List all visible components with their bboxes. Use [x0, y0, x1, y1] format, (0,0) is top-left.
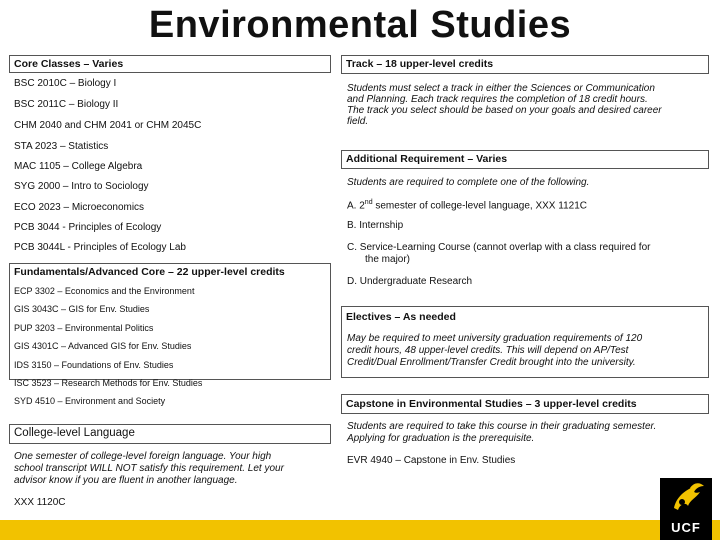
- core-course-item: PCB 3044L - Principles of Ecology Lab: [14, 242, 186, 253]
- language-course: XXX 1120C: [14, 497, 66, 508]
- language-description-line: One semester of college-level foreign language. Your high: [14, 451, 272, 462]
- ucf-logo: [660, 478, 712, 540]
- advanced-course-item: PUP 3203 – Environmental Politics: [14, 323, 154, 333]
- additional-option-d: D. Undergraduate Research: [347, 276, 473, 287]
- option-a-rest: semester of college-level language, XXX 1121C: [372, 200, 587, 212]
- track-header-box: [341, 55, 709, 74]
- additional-option-c-line: the major): [365, 254, 411, 265]
- advanced-course-item: IDS 3150 – Foundations of Env. Studies: [14, 360, 174, 370]
- advanced-course-item: GIS 4301C – Advanced GIS for Env. Studies: [14, 341, 192, 351]
- electives-header: Electives – As needed: [346, 311, 456, 323]
- track-header: Track – 18 upper-level credits: [346, 58, 494, 70]
- track-description-line: The track you select should be based on your goals and desired career: [347, 105, 662, 116]
- track-description-line: field.: [347, 116, 369, 127]
- advanced-course-item: SYD 4510 – Environment and Society: [14, 396, 166, 406]
- footer-accent-bar: [0, 520, 720, 540]
- advanced-course-item: ECP 3302 – Economics and the Environment: [14, 286, 195, 296]
- additional-option-a: [347, 199, 587, 211]
- additional-requirement-box: [341, 150, 709, 169]
- core-course-item: MAC 1105 – College Algebra: [14, 161, 143, 172]
- track-description-line: Students must select a track in either the Sciences or Communication: [347, 83, 655, 94]
- electives-description-line: May be required to meet university graduation requirements of 120: [347, 333, 643, 344]
- core-course-item: SYG 2000 – Intro to Sociology: [14, 181, 149, 192]
- core-course-item: BSC 2011C – Biology II: [14, 99, 119, 110]
- core-course-item: BSC 2010C – Biology I: [14, 78, 117, 89]
- option-a-prefix: A. 2: [347, 200, 365, 212]
- capstone-header: Capstone in Environmental Studies – 3 upper-level credits: [346, 398, 637, 410]
- capstone-course: EVR 4940 – Capstone in Env. Studies: [347, 455, 516, 466]
- language-header-box: [9, 424, 331, 444]
- electives-description-line: Credit/Dual Enrollment/Transfer Credit brought into the university.: [347, 357, 636, 368]
- capstone-box: [341, 394, 709, 414]
- language-description-line: school transcript WILL NOT satisfy this requirement. Let your: [14, 463, 284, 474]
- additional-intro: Students are required to complete one of the following.: [347, 177, 590, 188]
- track-description-line: and Planning. Each track requires the completion of 18 credit hours.: [347, 94, 648, 105]
- language-header: College-level Language: [14, 427, 135, 439]
- electives-description-line: credit hours, 48 upper-level credits. This will depend on AP/Test: [347, 345, 629, 356]
- page-title: Environmental Studies: [148, 4, 572, 46]
- capstone-description-line: Students are required to take this course in their graduating semester.: [347, 421, 657, 432]
- core-course-item: PCB 3044 - Principles of Ecology: [14, 222, 162, 233]
- additional-option-c-line: C. Service-Learning Course (cannot overlap with a class required for: [347, 242, 651, 253]
- capstone-description-line: Applying for graduation is the prerequisite.: [347, 433, 535, 444]
- core-course-item: STA 2023 – Statistics: [14, 141, 109, 152]
- advanced-course-item: ISC 3523 – Research Methods for Env. Studies: [14, 378, 203, 388]
- additional-option-b: B. Internship: [347, 220, 404, 231]
- advanced-course-item: GIS 3043C – GIS for Env. Studies: [14, 304, 150, 314]
- additional-requirement-header: Additional Requirement – Varies: [346, 153, 508, 165]
- option-a-superscript: nd: [364, 199, 373, 206]
- language-description-line: advisor know if you are fluent in another language.: [14, 475, 238, 486]
- pegasus-icon: [660, 478, 712, 518]
- core-course-item: ECO 2023 – Microeconomics: [14, 202, 145, 213]
- logo-text: UCF: [671, 520, 701, 535]
- core-course-item: CHM 2040 and CHM 2041 or CHM 2045C: [14, 120, 202, 131]
- core-classes-header: Core Classes – Varies: [14, 58, 124, 70]
- core-classes-header-box: [9, 55, 331, 73]
- advanced-core-header: Fundamentals/Advanced Core – 22 upper-level credits: [14, 266, 285, 278]
